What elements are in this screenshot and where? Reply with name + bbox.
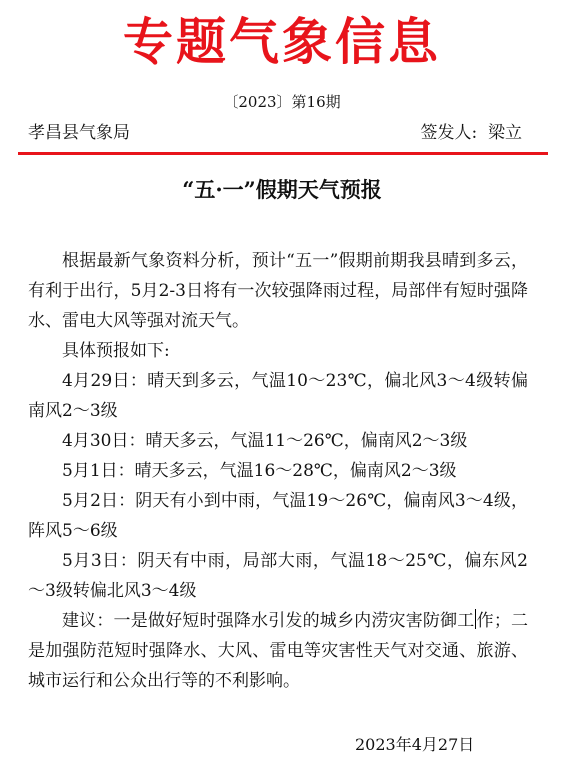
forecast-may-1: 5月1日：晴天多云，气温16～28℃，偏南风2～3级 <box>62 461 457 481</box>
advice-paragraph: 建议：一是做好短时强降水引发的城乡内涝灾害防御工 作；二是加强防范短时强降水、大风、雷电等灾害性天气对交通、旅游、城市运行和公众出行等的不利影响。 <box>28 611 529 691</box>
forecast-may-3: 5月3日：阴天有中雨，局部大雨，气温18～25℃，偏东风2～3级转偏北风3～4级 <box>28 551 528 601</box>
issuing-agency: 孝昌县气象局 <box>28 123 130 143</box>
intro-paragraph: 根据最新气象资料分析，预计“五一”假期前期我县晴到多云，有利于出行，5月2-3日将有一次较强降雨过程，局部伴有短时强降水、雷电大风等强对流天气。 <box>28 251 528 331</box>
signer: 签发人: 梁立 <box>420 123 522 143</box>
document-body[interactable] <box>28 246 528 696</box>
forecast-heading: 具体预报如下: <box>62 341 170 361</box>
document-title: “五·一”假期天气预报 <box>182 177 382 202</box>
text-cursor <box>475 609 476 629</box>
forecast-may-2: 5月2日：阴天有小到中雨，气温19～26℃，偏南风3～4级，阵风5～6级 <box>28 491 528 541</box>
forecast-apr-29: 4月29日：晴天到多云，气温10～23℃，偏北风3～4级转偏南风2～3级 <box>28 371 528 421</box>
red-divider <box>18 152 548 155</box>
issue-number: 〔2023〕第16期 <box>223 93 341 111</box>
forecast-apr-30: 4月30日：晴天多云，气温11～26℃，偏南风2～3级 <box>62 431 468 451</box>
issue-date: 2023年4月27日 <box>355 735 475 754</box>
masthead-title: 专题气象信息 <box>123 13 441 71</box>
